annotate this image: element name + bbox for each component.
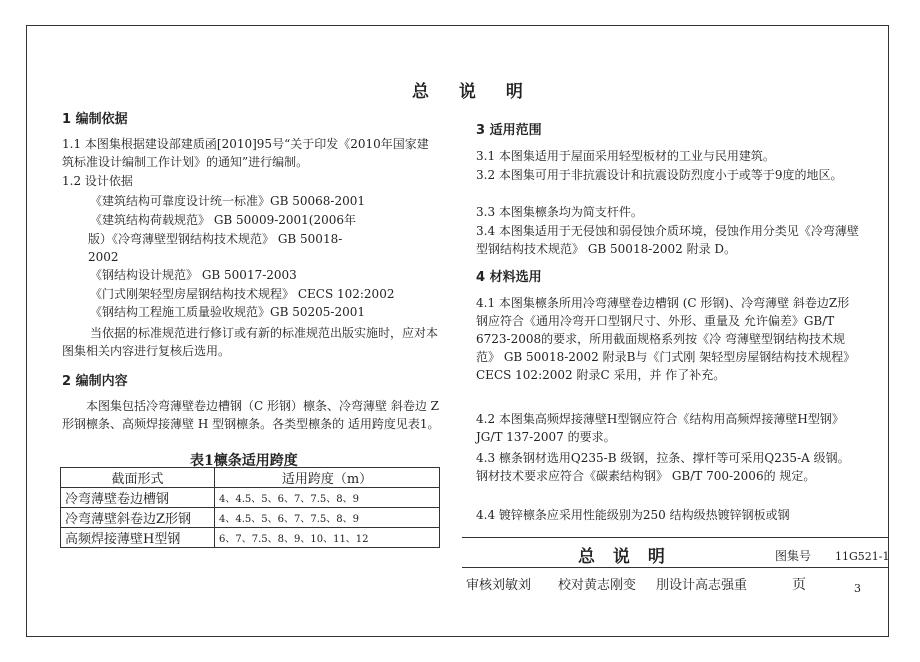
section-4-1-text: 4.1 本图集檩条所用冷弯薄壁卷边槽钢 (C 形钢)、冷弯薄壁 斜卷边Z形钢应符合《通用冷弯开口型钢尺寸、外形、重量及 允许偏差》GB/T 6723-2008的要求，所用截面规格系列按《冷 弯薄壁型钢结构技术规范》 GB 50018-2002 附录B与《门式刚 架轻型房屋钢结构技术规程》 CECS 102:2002 附录C 采用，并 作了补充。 [476, 296, 856, 382]
section-1-note: 当依据的标准规范进行修订或有新的标准规范出版实施时，应对本图集相关内容进行复核后选用。 [62, 326, 439, 358]
table-header: 截面形式 [61, 468, 215, 488]
section-3-4-text: 3.4 本图集适用于无侵蚀和弱侵蚀介质环境，侵蚀作用分类见《冷弯薄壁型钢结构技术规范》 GB 50018-2002 附录 D。 [476, 224, 859, 256]
section-1-heading: 1 编制依据 [62, 112, 128, 127]
table-cell: 4、4.5、5、6、7、7.5、8、9 [215, 488, 440, 508]
span-table [60, 467, 440, 548]
section-3-2-text: 3.2 本图集可用于非抗震设计和抗震设防烈度小于或等于9度的地区。 [476, 168, 843, 182]
table-header: 适用跨度（m） [215, 468, 440, 488]
reference-item: 《门式刚架轻型房屋钢结构技术规程》 CECS 102:2002 [90, 287, 395, 301]
titleblock-top-border [462, 537, 888, 538]
section-3-3-text: 3.3 本图集檩条均为简支杆件。 [476, 205, 643, 219]
page-label: 页 [792, 577, 806, 593]
page-number: 3 [854, 582, 861, 595]
titleblock-title: 总 说 明 [578, 547, 671, 567]
design-signature: 刖设计高志强重 [656, 578, 748, 593]
reference-item: 《钢结构设计规范》 GB 50017-2003 [90, 268, 297, 282]
reference-item: 2002 [88, 250, 119, 264]
reference-item: 《建筑结构可靠度设计统一标准》GB 50068-2001 [90, 194, 365, 208]
table-caption: 表1檩条适用跨度 [190, 453, 298, 469]
section-4-4-text: 4.4 镀锌檩条应采用性能级别为250 结构级热镀锌钢板或钢 [476, 508, 790, 522]
table-cell: 冷弯薄壁斜卷边Z形钢 [61, 508, 215, 528]
table-row [61, 508, 440, 528]
section-2-heading: 2 编制内容 [62, 374, 128, 389]
table-cell: 冷弯薄壁卷边槽钢 [61, 488, 215, 508]
section-4-2-text: 4.2 本图集高频焊接薄壁H型钢应符合《结构用高频焊接薄壁H型钢》JG/T 137-2007 的要求。 [476, 412, 844, 444]
table-cell: 4、4.5、5、6、7、7.5、8、9 [215, 508, 440, 528]
section-1-2-text: 1.2 设计依据 [62, 174, 133, 188]
table-cell: 6、7、7.5、8、9、10、11、12 [215, 528, 440, 548]
section-3-heading: 3 适用范围 [476, 123, 542, 138]
section-4-3-text: 4.3 檩条钢材选用Q235-B 级钢，拉条、撑杆等可采用Q235-A 级钢。钢材技术要求应符合《碳素结构钢》 GB/T 700-2006的 规定。 [476, 451, 850, 483]
section-2-text: 本图集包括冷弯薄壁卷边槽钢（C 形钢）檩条、冷弯薄壁 斜卷边 Z形钢檩条、高频焊接薄壁 H 型钢檩条。各类型檩条的 适用跨度见表1。 [62, 399, 440, 431]
section-3-1-text: 3.1 本图集适用于屋面采用轻型板材的工业与民用建筑。 [476, 149, 775, 163]
atlas-number-label: 图集号 [775, 549, 812, 563]
reference-item: 《建筑结构荷载规范》 GB 50009-2001(2006年 [90, 213, 357, 227]
table-row [61, 488, 440, 508]
reference-item: 版）《冷弯薄壁型钢结构技术规范》 GB 50018- [88, 232, 343, 246]
review-signature: 审核刘敏刘 [466, 578, 532, 593]
table-header-row [61, 468, 440, 488]
page-title: 总 说 明 [412, 82, 535, 102]
check-signature: 校对黄志刚变 [558, 578, 637, 593]
section-1-1-text: 1.1 本图集根据建设部建质函[2010]95号“关于印发《2010年国家建筑标准设计编制工作计划》的通知”进行编制。 [62, 137, 429, 169]
table-cell: 高频焊接薄壁H型钢 [61, 528, 215, 548]
table-row [61, 528, 440, 548]
section-4-heading: 4 材料选用 [476, 270, 542, 285]
titleblock-divider [462, 567, 888, 568]
reference-item: 《钢结构工程施工质量验收规范》GB 50205-2001 [90, 305, 365, 319]
atlas-number: 11G521-1 [835, 550, 890, 563]
